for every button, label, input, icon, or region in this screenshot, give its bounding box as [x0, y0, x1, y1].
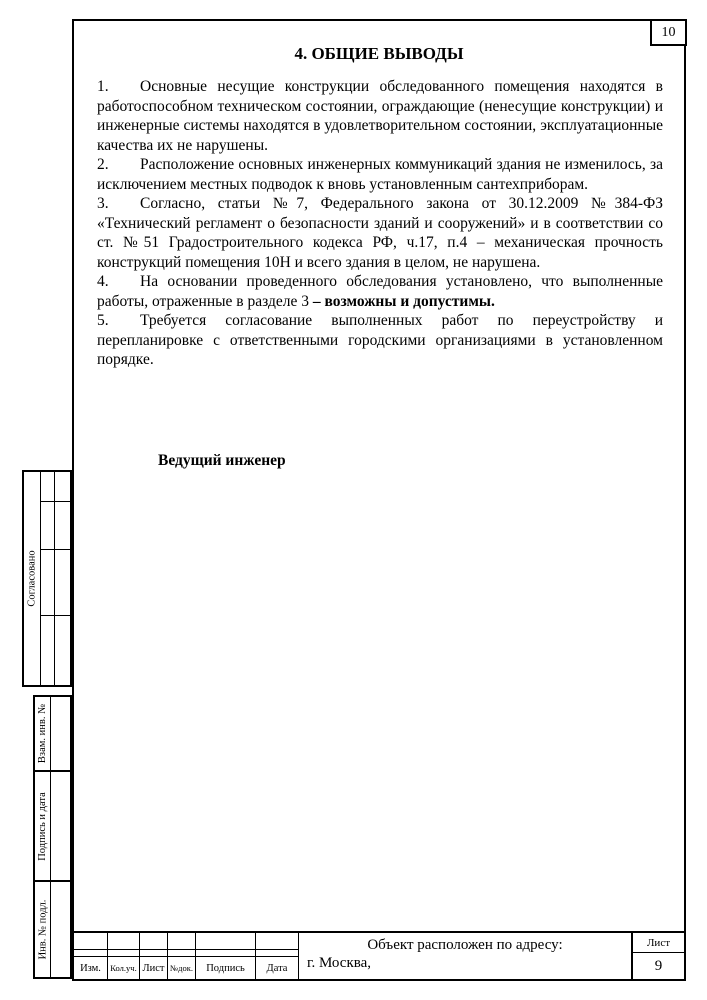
conclusion-paragraph-4 [97, 272, 663, 311]
signature-title: Ведущий инженер [158, 452, 286, 469]
sidebar-inv-podl-block [33, 880, 72, 979]
podpis-data-label-cell [35, 772, 51, 880]
grid-cell [168, 933, 196, 950]
paragraph-number: 1. [97, 78, 109, 95]
title-block-address [299, 933, 631, 979]
paragraph-text: Согласно, статьи №7, Федерального закона от 30.12.2009 №384-ФЗ «Технический регламент о безопасности зданий и сооружений» и в соответствии со ст. №51 Градостроительного кодекса РФ, ч.17, п.4 – механическая прочность конструкций помещения 10Н и всего здания в целом, не нарушена. [97, 195, 663, 271]
title-block-sheet-box [631, 933, 684, 979]
soglasovano-cell [55, 550, 70, 616]
inv-podl-label: Инв. № подл. [37, 899, 49, 960]
section-title: 4. ОБЩИЕ ВЫВОДЫ [294, 44, 464, 63]
paragraph-text: Основные несущие конструкции обследованного помещения находятся в работоспособном техническом состоянии, ограждающие (ненесущие конструкции) и инженерные системы находятся в удовлетворительном состоянии, эксплуатационные качества их не нарушены. [97, 78, 663, 154]
grid-cell [140, 950, 168, 957]
page-number: 10 [661, 24, 676, 40]
soglasovano-cell [41, 616, 55, 685]
sheet-number: 9 [654, 957, 663, 974]
grid-cell [256, 933, 298, 950]
soglasovano-label-cell [24, 472, 41, 685]
soglasovano-cell [55, 616, 70, 685]
conclusion-paragraph-3 [97, 194, 663, 272]
soglasovano-cell [55, 502, 70, 550]
conclusion-paragraph-2 [97, 155, 663, 194]
conclusion-paragraph-5 [97, 311, 663, 370]
sheet-label: Лист [633, 933, 684, 953]
column-header-podpis: Подпись [196, 957, 256, 979]
vzam-inv-label: Взам. инв. № [37, 703, 49, 764]
grid-cell [140, 933, 168, 950]
grid-cell [168, 950, 196, 957]
grid-cell [108, 933, 140, 950]
podpis-data-label: Подпись и дата [37, 791, 49, 861]
sidebar-vzam-inv-block [33, 695, 72, 772]
inv-podl-empty-cell [51, 882, 70, 977]
column-header-data: Дата [266, 962, 288, 974]
grid-cell [108, 950, 140, 957]
paragraph-number: 3. [97, 195, 109, 212]
soglasovano-cell [55, 472, 70, 502]
title-block-revision-grid [74, 933, 299, 979]
grid-cell [74, 950, 108, 957]
paragraph-text-bold: – возможны и допустимы. [312, 292, 495, 310]
soglasovano-cell [41, 472, 55, 502]
sidebar-podpis-data-block [33, 770, 72, 882]
grid-cell [74, 933, 108, 950]
title-block [72, 931, 686, 981]
paragraph-number: 2. [97, 156, 109, 173]
paragraph-text: На основании проведенного обследования установлено, что выполненные работы, отраженные в разделе 3 [97, 273, 663, 310]
address-line-2: г. Москва, [307, 955, 372, 971]
grid-cell [196, 933, 256, 950]
paragraph-number: 4. [97, 273, 109, 290]
paragraph-text: Требуется согласование выполненных работ по переустройству и перепланировке с ответственными городскими организациями в установленном порядке. [97, 312, 663, 368]
soglasovano-cell [41, 502, 55, 550]
column-header-dok: №док. [168, 957, 196, 979]
grid-cell [196, 950, 256, 957]
vzam-inv-empty-cell [51, 697, 70, 770]
grid-cell [256, 950, 298, 957]
column-header-list: Лист [140, 957, 168, 979]
podpis-data-empty-cell [51, 772, 70, 880]
address-line-1: Объект расположен по адресу: [367, 937, 563, 953]
paragraph-text: Расположение основных инженерных коммуникаций здания не изменилось, за исключением местных подводок к вновь установленным сантехприборам. [97, 156, 663, 193]
sidebar-lower-stack [33, 695, 72, 979]
inv-podl-label-cell [35, 882, 51, 977]
vzam-inv-label-cell [35, 697, 51, 770]
column-header-izm: Изм. [74, 957, 108, 979]
page-number-box [650, 19, 687, 46]
conclusions-text [97, 77, 663, 370]
column-header-koluch: Кол.уч. [108, 957, 140, 979]
sidebar-soglasovano-block [22, 470, 72, 687]
soglasovano-label: Согласовано [26, 550, 38, 607]
paragraph-number: 5. [97, 312, 109, 329]
soglasovano-cell [41, 550, 55, 616]
conclusion-paragraph-1 [97, 77, 663, 155]
